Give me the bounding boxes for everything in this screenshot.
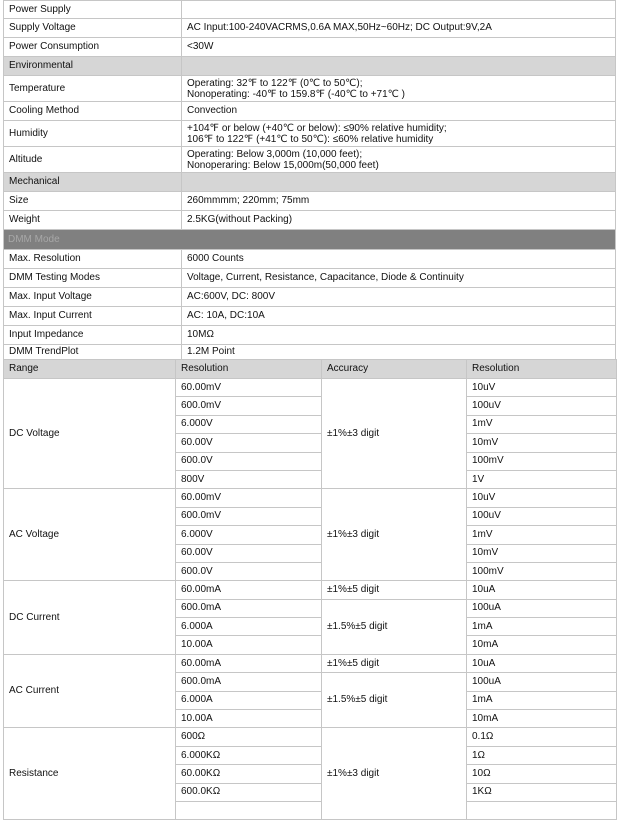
range-value: 10.00A — [176, 636, 322, 654]
resolution-value: 1KΩ — [467, 783, 617, 801]
table-row — [4, 19, 616, 38]
range-value: 600Ω — [176, 728, 322, 746]
table-row — [4, 1, 616, 19]
resolution-value: 1mA — [467, 618, 617, 636]
value-line: 106℉ to 122℉ (+41℃ to 50℃): ≤60% relative humidity — [187, 133, 434, 145]
range-value: 600.0mA — [176, 673, 322, 691]
accuracy-value: ±1.5%±5 digit — [322, 673, 467, 728]
resolution-value: 1Ω — [467, 746, 617, 764]
table-header-row — [4, 360, 617, 379]
resolution-value: 100mV — [467, 452, 617, 470]
accuracy-value: ±1%±3 digit — [322, 489, 467, 581]
accuracy-value: ±1%±5 digit — [322, 581, 467, 599]
table-row — [4, 728, 617, 746]
row-label: Power Consumption — [4, 38, 182, 57]
resolution-value: 100mV — [467, 562, 617, 580]
value-line: Operating: 32℉ to 122℉ (0℃ to 50℃); — [187, 77, 363, 89]
value-line: Nonoperaring: Below 15,000m(50,000 feet) — [187, 159, 379, 171]
resolution-value: 10uV — [467, 489, 617, 507]
range-value: 6.000A — [176, 691, 322, 709]
resolution-value: 1V — [467, 470, 617, 488]
range-value: 60.00mA — [176, 581, 322, 599]
row-value — [182, 121, 616, 147]
table-row — [4, 147, 616, 173]
range-value: 60.00mV — [176, 489, 322, 507]
resolution-value: 100uV — [467, 507, 617, 525]
row-label: Altitude — [4, 147, 182, 173]
row-label: Weight — [4, 211, 182, 230]
range-value: 600.0V — [176, 452, 322, 470]
table-row — [4, 345, 616, 360]
column-header: Accuracy — [322, 360, 467, 379]
section-heading: Mechanical — [4, 173, 182, 192]
resolution-value: 10uA — [467, 581, 617, 599]
table-row — [4, 38, 616, 57]
section-header-row — [4, 57, 616, 76]
table-row — [4, 379, 617, 397]
resolution-value — [467, 801, 617, 819]
row-value: 260mmmm; 220mm; 75mm — [182, 192, 616, 211]
resolution-value: 100uV — [467, 397, 617, 415]
table-row — [4, 102, 616, 121]
row-label: Input Impedance — [4, 326, 182, 345]
row-label: Supply Voltage — [4, 19, 182, 38]
row-label: Humidity — [4, 121, 182, 147]
row-value: 2.5KG(without Packing) — [182, 211, 616, 230]
row-label: Size — [4, 192, 182, 211]
table-row — [4, 307, 616, 326]
range-value: 60.00mV — [176, 379, 322, 397]
row-value: <30W — [182, 38, 616, 57]
resolution-value: 10Ω — [467, 765, 617, 783]
range-table — [3, 359, 617, 820]
resolution-value: 0.1Ω — [467, 728, 617, 746]
resolution-value: 1mA — [467, 691, 617, 709]
accuracy-value: ±1.5%±5 digit — [322, 599, 467, 654]
range-value: 60.00KΩ — [176, 765, 322, 783]
range-label: DC Current — [4, 581, 176, 655]
range-value: 6.000V — [176, 526, 322, 544]
table-row — [4, 211, 616, 230]
range-value: 60.00V — [176, 544, 322, 562]
row-label: Max. Input Voltage — [4, 288, 182, 307]
row-value: AC: 10A, DC:10A — [182, 307, 616, 326]
resolution-value: 1mV — [467, 415, 617, 433]
range-label: AC Voltage — [4, 489, 176, 581]
accuracy-value: ±1%±3 digit — [322, 379, 467, 489]
resolution-value: 10mA — [467, 636, 617, 654]
section-header-row — [4, 173, 616, 192]
range-label: AC Current — [4, 654, 176, 728]
value-line: Operating: Below 3,000m (10,000 feet); — [187, 148, 363, 160]
spec-table — [3, 0, 616, 360]
range-value — [176, 801, 322, 819]
table-row — [4, 192, 616, 211]
resolution-value: 100uA — [467, 673, 617, 691]
column-header: Resolution — [176, 360, 322, 379]
row-value: AC:600V, DC: 800V — [182, 288, 616, 307]
table-row — [4, 250, 616, 269]
row-label: Temperature — [4, 76, 182, 102]
range-value: 10.00A — [176, 710, 322, 728]
column-header: Range — [4, 360, 176, 379]
column-header: Resolution — [467, 360, 617, 379]
value-line: +104℉ or below (+40℃ or below): ≤90% relative humidity; — [187, 122, 447, 134]
resolution-value: 10mV — [467, 434, 617, 452]
value-line: Nonoperating: -40℉ to 159.8℉ (-40℃ to +71℃ ) — [187, 88, 405, 100]
range-label: Resistance — [4, 728, 176, 820]
accuracy-value: ±1%±3 digit — [322, 728, 467, 820]
row-value: AC Input:100-240VACRMS,0.6A MAX,50Hz~60Hz; DC Output:9V,2A — [182, 19, 616, 38]
table-row — [4, 76, 616, 102]
range-value: 800V — [176, 470, 322, 488]
row-value: Voltage, Current, Resistance, Capacitance, Diode & Continuity — [182, 269, 616, 288]
row-label: Cooling Method — [4, 102, 182, 121]
range-value: 600.0mV — [176, 397, 322, 415]
row-value — [182, 147, 616, 173]
row-value — [182, 76, 616, 102]
range-value: 600.0V — [176, 562, 322, 580]
table-row — [4, 326, 616, 345]
resolution-value: 10uV — [467, 379, 617, 397]
row-value — [182, 57, 616, 76]
range-value: 6.000A — [176, 618, 322, 636]
table-row — [4, 269, 616, 288]
table-row — [4, 581, 617, 599]
section-heading: Environmental — [4, 57, 182, 76]
range-label: DC Voltage — [4, 379, 176, 489]
resolution-value: 10uA — [467, 654, 617, 672]
row-label: DMM TrendPlot — [4, 345, 182, 360]
row-label: Power Supply — [4, 1, 182, 19]
table-row — [4, 121, 616, 147]
row-label: Max. Resolution — [4, 250, 182, 269]
range-value: 60.00mA — [176, 654, 322, 672]
row-label: Max. Input Current — [4, 307, 182, 326]
range-value: 600.0KΩ — [176, 783, 322, 801]
section-heading: DMM Mode — [4, 230, 616, 250]
range-value: 600.0mV — [176, 507, 322, 525]
range-value: 60.00V — [176, 434, 322, 452]
resolution-value: 100uA — [467, 599, 617, 617]
accuracy-value: ±1%±5 digit — [322, 654, 467, 672]
range-value: 6.000KΩ — [176, 746, 322, 764]
range-value: 600.0mA — [176, 599, 322, 617]
section-header-row — [4, 230, 616, 250]
row-value — [182, 173, 616, 192]
row-value: Convection — [182, 102, 616, 121]
table-row — [4, 654, 617, 672]
row-value: 1.2M Point — [182, 345, 616, 360]
row-value: 6000 Counts — [182, 250, 616, 269]
row-value — [182, 1, 616, 19]
row-label: DMM Testing Modes — [4, 269, 182, 288]
table-row — [4, 288, 616, 307]
table-row — [4, 489, 617, 507]
row-value: 10MΩ — [182, 326, 616, 345]
resolution-value: 10mV — [467, 544, 617, 562]
range-value: 6.000V — [176, 415, 322, 433]
resolution-value: 10mA — [467, 710, 617, 728]
resolution-value: 1mV — [467, 526, 617, 544]
